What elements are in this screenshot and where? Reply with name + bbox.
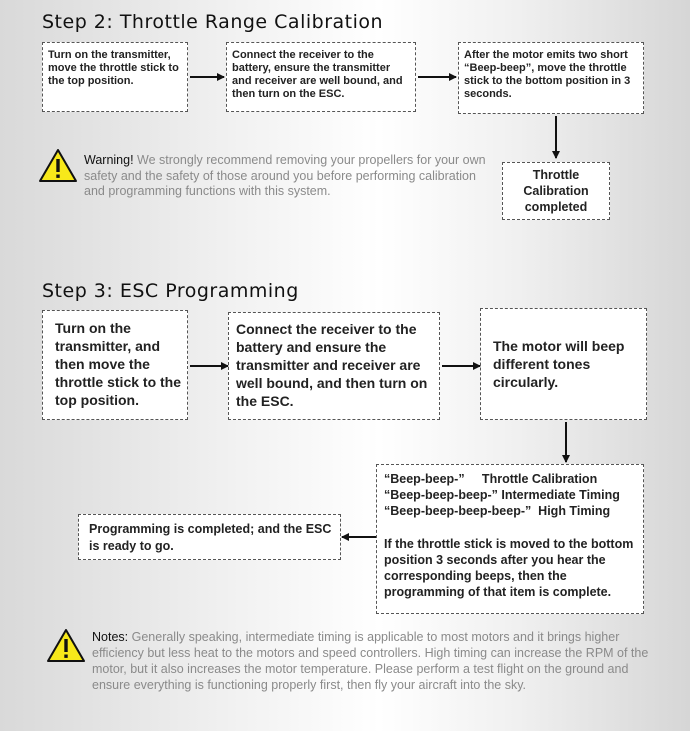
warning-lead: Warning! [84,153,134,167]
beep-option-high-timing: “Beep-beep-beep-beep-” High Timing [384,504,611,518]
step2-warning [84,153,494,200]
step3-box-turn-on: Turn on the transmitter, and then move the throttle stick to the top position. [42,310,188,420]
step2-box-turn-on: Turn on the transmitter, move the throttle stick to the top position. [42,42,188,112]
arrow-icon [416,70,458,84]
step3-box-completed: Programming is completed; and the ESC is ready to go. [78,514,341,560]
notes-lead: Notes: [92,630,129,644]
step2-box-calibration-completed: Throttle Calibration completed [502,162,610,220]
step2-box-connect: Connect the receiver to the battery, ensure the transmitter and receiver are well bound, and then turn on the ESC. [226,42,416,112]
beep-note: If the throttle stick is moved to the bottom position 3 seconds after you hear the corresponding beeps, then the programming of that item is complete. [384,537,634,599]
arrow-icon [188,359,230,373]
arrow-icon [340,530,378,544]
arrow-icon [188,70,228,84]
notes-text: Generally speaking, intermediate timing is applicable to most motors and it brings higher efficiency but less heat to the motors and speed controllers. High timing can increase the RPM of the motor, but it also increases the motor temperature. Please perform a test flight on the ground and ensure everything is functioning properly first, then fly your aircraft into the sky. [92,630,649,692]
notes [92,629,658,693]
step3-box-connect: Connect the receiver to the battery and ensure the transmitter and receiver are well bound, and then turn on the ESC. [228,312,440,420]
step2-title: Step 2: Throttle Range Calibration [42,11,384,33]
beep-option-throttle-calibration: “Beep-beep-” Throttle Calibration [384,472,598,486]
warning-text: We strongly recommend removing your propellers for your own safety and the safety of those around you before performing calibration and programming functions with this system. [84,153,486,198]
arrow-icon [549,114,563,160]
beep-option-intermediate-timing: “Beep-beep-beep-” Intermediate Timing [384,488,620,502]
warning-triangle-icon [38,148,78,184]
warning-triangle-icon [46,628,86,664]
arrow-icon [559,420,573,464]
step3-title: Step 3: ESC Programming [42,280,299,302]
arrow-icon [440,359,482,373]
step3-box-beep-options [376,464,644,614]
step3-box-motor-beep: The motor will beep different tones circularly. [480,308,647,420]
step2-box-beep: After the motor emits two short “Beep-beep”, move the throttle stick to the bottom position in 3 seconds. [458,42,644,114]
